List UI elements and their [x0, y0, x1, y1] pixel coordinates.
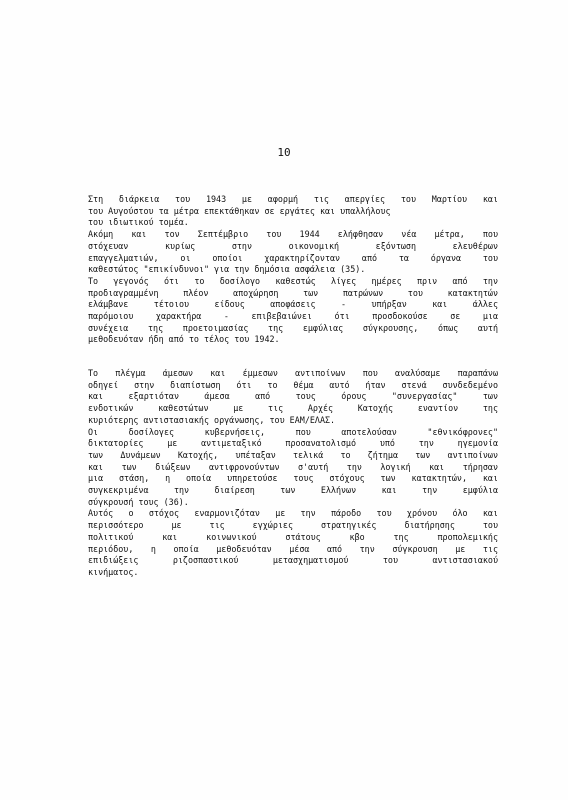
text-line: ενδοτικών καθεστώτων με τις Αρχές Κατοχής εναντίον της	[88, 403, 498, 414]
text-line: Το γεγονός ότι το δοσίλογο καθεστώς λίγες ημέρες πριν από την	[88, 275, 498, 286]
text-line: επιδιώξεις ριζοσπαστικού μετασχηματισμού του αντιστασιακού	[88, 555, 498, 566]
text-line: οδηγεί στην διαπίστωση ότι το θέμα αυτό ήταν στενά συνδεδεμένο	[88, 379, 498, 390]
text-line: και των διώξεων αντιφρονούντων σ'αυτή την λογική και τήρησαν	[88, 461, 498, 472]
text-line: επαγγελματιών, οι οποίοι χαρακτηρίζονταν από τα όργανα του	[88, 252, 498, 263]
text-line: του ιδιωτικού τομέα.	[88, 217, 189, 228]
text-line: καθεστώτος "επικίνδυνοι" για την δημόσια ασφάλεια (35).	[88, 264, 366, 275]
text-line: συνέχεια της προετοιμασίας της εμφύλιας σύγκρουσης, όπως αυτή	[88, 322, 498, 333]
text-line: του Αυγούστου τα μέτρα επεκτάθηκαν σε εργάτες και υπαλλήλους	[88, 205, 391, 216]
text-line: κινήματος.	[88, 566, 139, 577]
text-line: Οι δοσίλογες κυβερνήσεις, που αποτελούσαν "εθνικόφρονες"	[88, 426, 498, 437]
text-line: Το πλέγμα άμεσων και έμμεσων αντιποίνων που αναλύσαμε παραπάνω	[88, 368, 498, 378]
paragraph-1	[88, 194, 498, 346]
text-line: και εξαρτιόταν άμεσα από τους όρους "συνεργασίας" των	[88, 391, 498, 402]
text-line: Στη διάρκεια του 1943 με αφορμή τις απεργίες του Μαρτίου και	[88, 194, 498, 204]
text-line: μεθοδευόταν ήδη από το τέλος του 1942.	[88, 334, 280, 345]
text-line: Αυτός ο στόχος εναρμονιζόταν με την πάροδο του χρόνου όλο και	[88, 508, 498, 519]
text-line: κυριότερης αντιστασιακής οργάνωσης, του ΕΑΜ/ΕΛΑΣ.	[88, 414, 336, 425]
text-line: συγκεκριμένα την διαίρεση των Ελλήνων και την εμφύλια	[88, 485, 498, 496]
text-line: σύγκρουσή τους (36).	[88, 496, 189, 507]
text-line: προδιαγραμμένη πλέον αποχώρηση των πατρώνων του κατακτητών	[88, 287, 498, 298]
text-line: περισσότερο με τις εγχώριες στρατηγικές διατήρησης του	[88, 520, 498, 531]
paragraph-2	[88, 368, 498, 579]
text-line: Ακόμη και τον Σεπτέμβριο του 1944 ελήφθησαν νέα μέτρα, που	[88, 229, 498, 240]
page-number: 10	[277, 146, 291, 159]
text-line: των Δυνάμεων Κατοχής, υπέταξαν τελικά το ζήτημα των αντιποίνων	[88, 449, 498, 460]
text-line: ελάμβανε τέτοιου είδους αποφάσεις - υπήρξαν και άλλες	[88, 299, 498, 310]
text-line: δικτατορίες με αντιμεταξικό προσανατολισμό υπό την ηγεμονία	[88, 438, 498, 449]
text-line: περιόδου, η οποία μεθοδευόταν μέσα από την σύγκρουση με τις	[88, 543, 498, 554]
text-line: μια στάση, η οποία υπηρετούσε τους στόχους των κατακτητών, και	[88, 473, 498, 484]
text-line: πολιτικού και κοινωνικού στάτους κβο της προπολεμικής	[88, 531, 498, 542]
text-line: στόχευαν κυρίως στην οικονομική εξόντωση ελευθέρων	[88, 240, 498, 251]
text-line: παρόμοιου χαρακτήρα - επιβεβαιώνει ότι προσδοκούσε σε μια	[88, 311, 498, 322]
